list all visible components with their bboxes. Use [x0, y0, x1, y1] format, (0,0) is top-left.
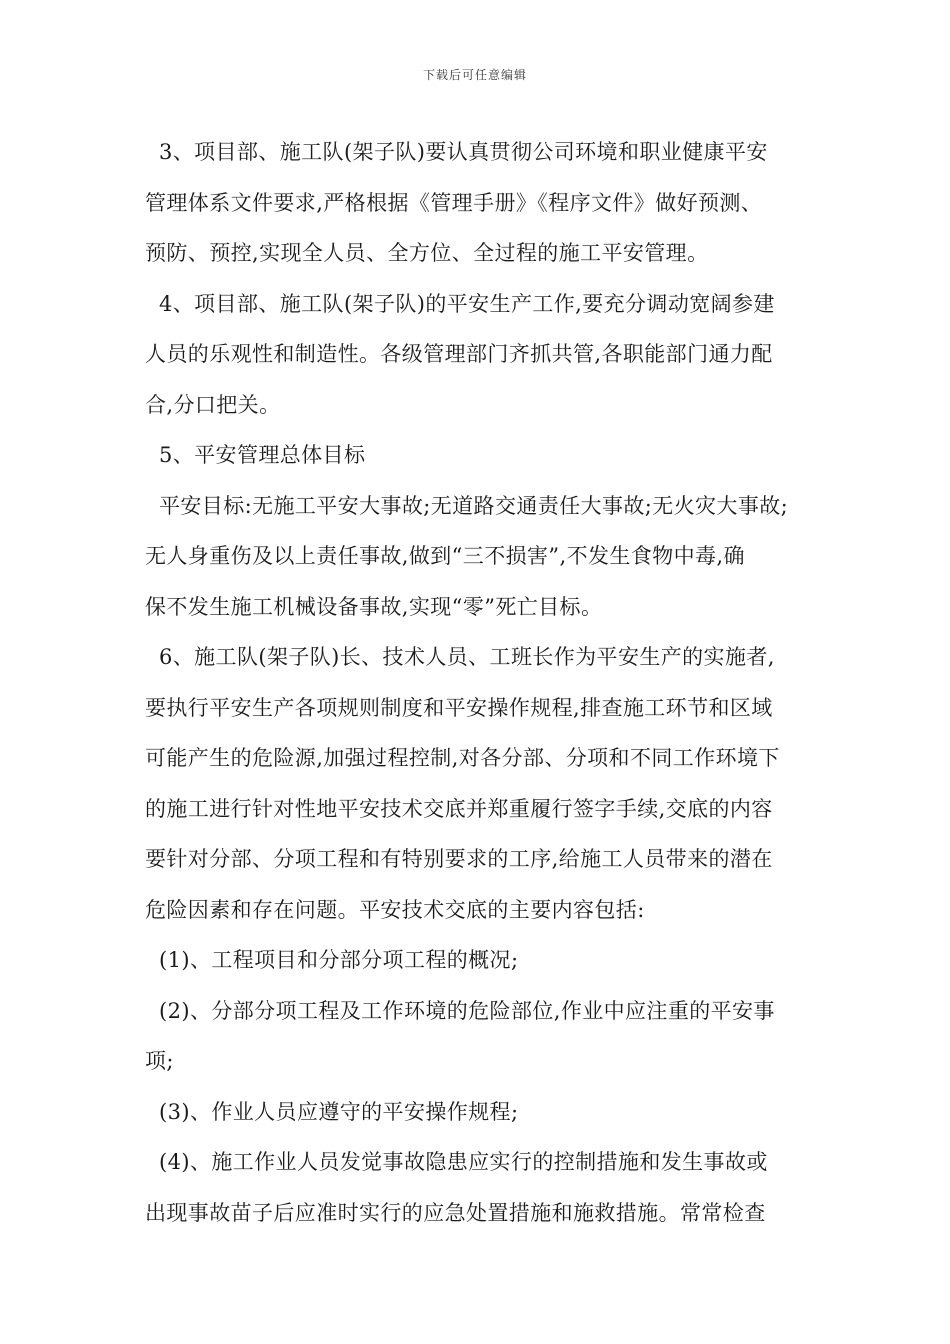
text-line: (1)、工程项目和分部分项工程的概况;	[159, 948, 519, 972]
text-line: 5、平安管理总体目标	[159, 443, 366, 467]
text-line: 管理体系文件要求,严格根据《管理手册》《程序文件》做好预测、	[145, 190, 763, 215]
text-line: 人员的乐观性和制造性。各级管理部门齐抓共管,各职能部门通力配	[145, 342, 773, 366]
document-body	[145, 127, 817, 1238]
text-line: (3)、作业人员应遵守的平安操作规程;	[159, 1099, 519, 1124]
text-line: 危险因素和存在问题。平安技术交底的主要内容包括:	[145, 897, 645, 922]
text-line: 无人身重伤及以上责任事故,做到“三不损害”,不发生食物中毒,确	[145, 544, 745, 568]
text-line: 平安目标:无施工平安大事故;无道路交通责任大事故;无火灾大事故;	[159, 493, 789, 518]
text-line: 的施工进行针对性地平安技术交底并郑重履行签字手续,交底的内容	[145, 796, 773, 821]
text-line: 保不发生施工机械设备事故,实现“零”死亡目标。	[145, 594, 603, 619]
text-line: 3、项目部、施工队(架子队)要认真贯彻公司环境和职业健康平安	[159, 140, 768, 164]
text-line: (2)、分部分项工程及工作环境的危险部位,作业中应注重的平安事	[159, 998, 775, 1023]
text-line: 4、项目部、施工队(架子队)的平安生产工作,要充分调动宽阔参建	[159, 291, 775, 316]
text-line: 可能产生的危险源,加强过程控制,对各分部、分项和不同工作环境下	[145, 746, 780, 770]
text-line: 要执行平安生产各项规则制度和平安操作规程,排查施工环节和区域	[145, 695, 773, 720]
text-line: (4)、施工作业人员发觉事故隐患应实行的控制措施和发生事故或	[159, 1150, 768, 1174]
text-line: 出现事故苗子后应准时实行的应急处置措施和施救措施。常常检查	[145, 1200, 766, 1225]
page-header: 下载后可任意编辑	[422, 68, 527, 82]
text-line: 预防、预控,实现全人员、全方位、全过程的施工平安管理。	[145, 241, 709, 265]
text-line: 项;	[145, 1049, 174, 1073]
text-line: 合,分口把关。	[145, 392, 281, 417]
text-line: 要针对分部、分项工程和有特别要求的工序,给施工人员带来的潜在	[145, 847, 773, 871]
text-line: 6、施工队(架子队)长、技术人员、工班长作为平安生产的实施者,	[159, 645, 775, 669]
